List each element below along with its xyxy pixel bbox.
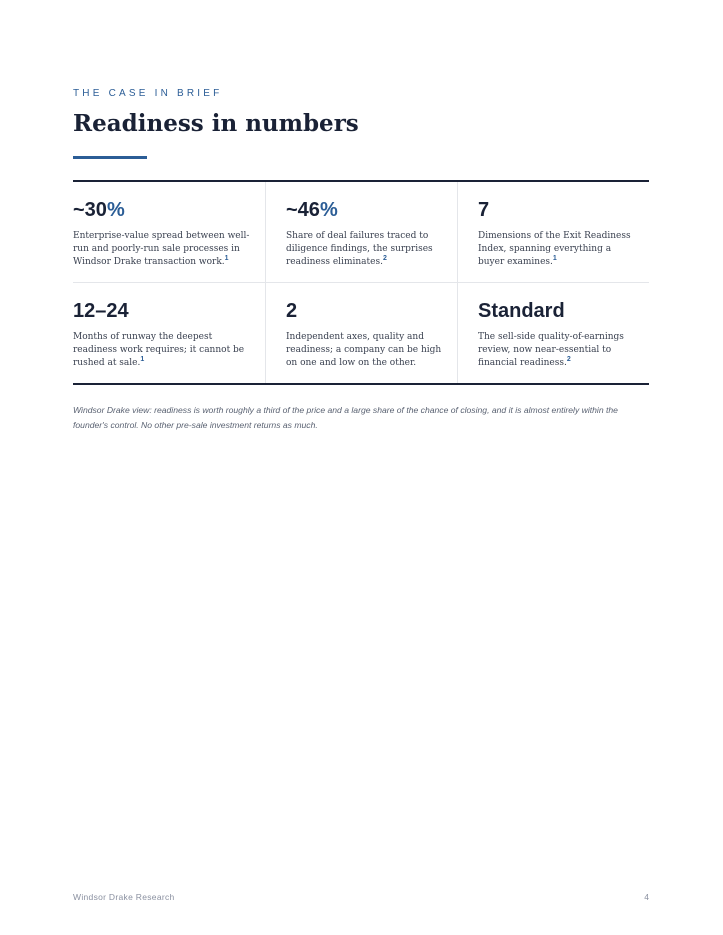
editorial-note: Windsor Drake view: readiness is worth roughly a third of the price and a large share of the chance of closing, and it is almost entirely within the founder's control. No other pre-sale investment returns as much.: [73, 405, 618, 430]
stat-number: Standard: [478, 300, 565, 322]
stat-description-text: Enterprise-value spread between well-run and poorly-run sale processes in Windsor Drake transaction work.: [73, 231, 250, 267]
page-title: Readiness in numbers: [73, 110, 359, 137]
footnote-marker[interactable]: 2: [566, 356, 571, 363]
stat-number: ~46: [286, 199, 320, 221]
footer-publisher: Windsor Drake Research: [73, 892, 175, 902]
page-number: 4: [644, 892, 649, 902]
stat-description-text: Months of runway the deepest readiness work requires; it cannot be rushed at sale.: [73, 332, 245, 368]
stat-description: [286, 230, 445, 269]
stat-value: [286, 198, 445, 222]
stat-number: 12–24: [73, 300, 129, 322]
stat-value: [478, 299, 637, 323]
stat-number: 2: [286, 300, 298, 322]
footnote-marker[interactable]: 1: [224, 255, 229, 262]
stat-number: ~30: [73, 199, 107, 221]
stats-grid: [73, 180, 649, 385]
stat-description: [478, 331, 637, 370]
stat-number: 7: [478, 199, 490, 221]
stat-value: [286, 299, 445, 323]
stat-card-runway: [73, 282, 265, 383]
section-eyebrow: THE CASE IN BRIEF: [73, 88, 223, 99]
stat-description: [73, 331, 253, 370]
stat-description: [73, 230, 253, 269]
stat-description-text: Dimensions of the Exit Readiness Index, spanning everything a buyer examines.: [478, 231, 631, 267]
stat-card-qoe-standard: [457, 282, 649, 383]
stat-description: [286, 331, 445, 370]
footnote-marker[interactable]: 2: [382, 255, 387, 262]
footnote-marker[interactable]: 1: [552, 255, 557, 262]
footnote-marker[interactable]: 1: [140, 356, 145, 363]
stat-description: [478, 230, 637, 269]
stat-card-deal-failures: [265, 182, 457, 282]
stat-card-axes: [265, 282, 457, 383]
stat-card-ev-spread: [73, 182, 265, 282]
stat-value: [73, 299, 253, 323]
stat-value: [73, 198, 253, 222]
title-underline: [73, 156, 147, 159]
stat-description-text: Share of deal failures traced to diligence findings, the surprises readiness eliminates.: [286, 231, 433, 267]
stat-value: [478, 198, 637, 222]
stat-description-text: The sell-side quality-of-earnings review, now near-essential to financial readiness.: [478, 332, 624, 368]
stat-unit: %: [106, 199, 125, 221]
stat-unit: %: [319, 199, 338, 221]
stat-card-dimensions: [457, 182, 649, 282]
stat-description-text: Independent axes, quality and readiness; a company can be high on one and low on the other.: [286, 332, 442, 368]
